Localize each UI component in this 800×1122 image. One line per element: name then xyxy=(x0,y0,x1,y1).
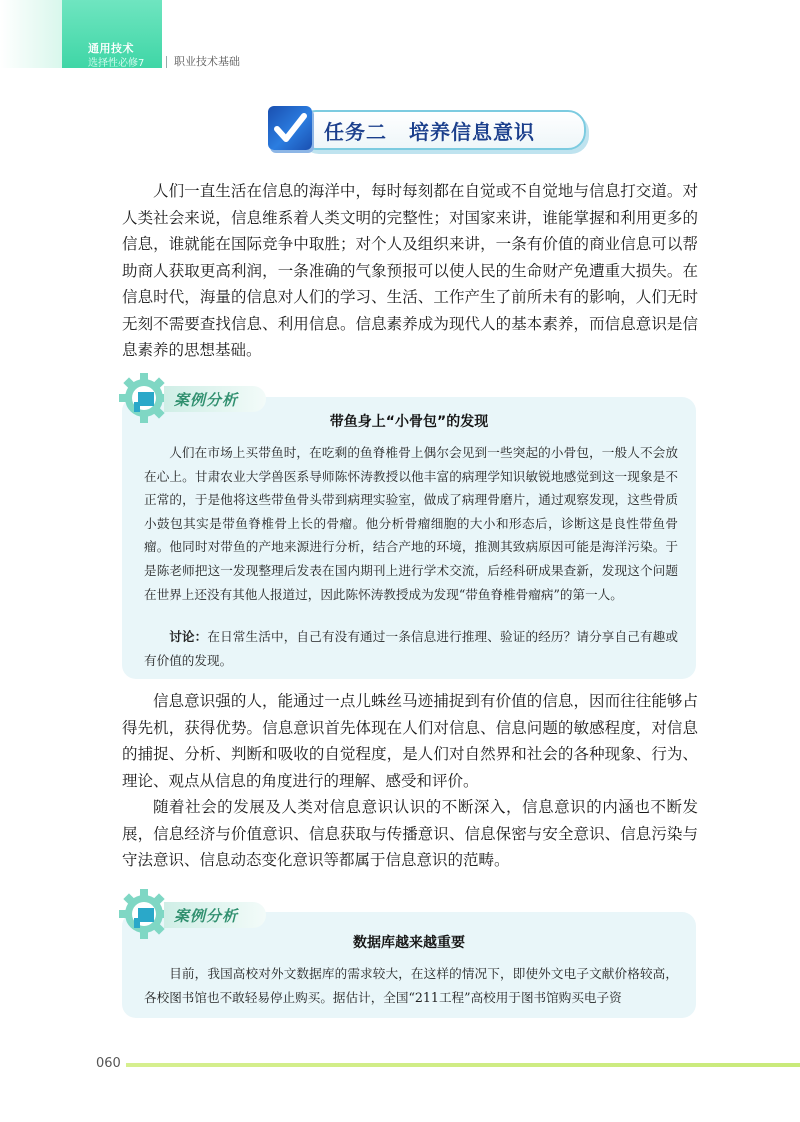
discussion-label: 讨论： xyxy=(169,629,208,644)
case-body: 目前，我国高校对外文数据库的需求较大，在这样的情况下，即使外文电子文献价格较高，各校图书馆也不敢轻易停止购买。据估计，全国“211工程”高校用于图书馆购买电子资 xyxy=(144,966,678,1005)
gear-icon xyxy=(118,372,170,424)
intro-paragraph: 人们一直生活在信息的海洋中，每时每刻都在自觉或不自觉地与信息打交道。对人类社会来说，信息维系着人类文明的完整性；对国家来讲，谁能掌握和利用更多的信息，谁就能在国际竞争中取胜；对个人及组织来讲，一条有价值的商业信息可以帮助商人获取更高利润，一条准确的气象预报可以使人民的生命财产免遭重大损失。在信息时代，海量的信息对人们的学习、生活、工作产生了前所未有的影响，人们无时无刻不需要查找信息、利用信息。信息素养成为现代人的基本素养，而信息意识是信息素养的思想基础。 xyxy=(122,182,698,359)
series-subtitle: 选择性必修7 xyxy=(88,58,145,69)
checkmark-icon xyxy=(268,106,312,150)
header-divider xyxy=(166,56,167,68)
case-badge-label: 案例分析 xyxy=(174,907,239,925)
task-title xyxy=(324,116,535,145)
case-analysis-badge-2 xyxy=(118,888,268,940)
case-discussion xyxy=(144,625,678,672)
case-analysis-badge-1 xyxy=(118,372,268,424)
task-number: 任务二 xyxy=(324,120,387,144)
body-paragraph-2: 信息意识强的人，能通过一点儿蛛丝马迹捕捉到有价值的信息，因而往往能够占得先机，获得优势。信息意识首先体现在人们对信息、信息问题的敏感程度，对信息的捕捉、分析、判断和吸收的自觉程度，是人们对自然界和社会的各种现象、行为、理论、观点从信息的角度进行的理解、感受和评价。 xyxy=(122,692,698,790)
gear-icon xyxy=(118,888,170,940)
page-number: 060 xyxy=(96,1056,121,1071)
header-decoration xyxy=(0,0,62,68)
task-title-banner xyxy=(268,106,586,152)
discussion-text: 在日常生活中，自己有没有通过一条信息进行推理、验证的经历？请分享自己有趣或有价值的发现。 xyxy=(144,629,679,668)
case-title: 带鱼身上“小骨包”的发现 xyxy=(329,414,489,430)
case-body: 人们在市场上买带鱼时，在吃剩的鱼脊椎骨上偶尔会见到一些突起的小骨包，一般人不会放在心上。甘肃农业大学兽医系导师陈怀涛教授以他丰富的病理学知识敏锐地感觉到这一现象是不正常的，于是他将这些带鱼骨头带到病理实验室，做成了病理骨磨片，通过观察发现，这些骨质小鼓包其实是带鱼脊椎骨上长的骨瘤。他分析骨瘤细胞的大小和形态后，诊断这是良性带鱼骨瘤。他同时对带鱼的产地来源进行分析，结合产地的环境，推测其致病原因可能是海洋污染。于是陈老师把这一发现整理后发表在国内期刊上进行学术交流，后经科研成果查新，发现这个问题在世界上还没有其他人报道过，因此陈怀涛教授成为发现“带鱼脊椎骨瘤病”的第一人。 xyxy=(144,445,678,602)
case-badge-tag xyxy=(164,902,266,928)
body-paragraph-3: 随着社会的发展及人类对信息意识认识的不断深入，信息意识的内涵也不断发展，信息经济与价值意识、信息获取与传播意识、信息保密与安全意识、信息污染与守法意识、信息动态变化意识等都属于信息意识的范畴。 xyxy=(122,798,698,869)
case-title: 数据库越来越重要 xyxy=(353,935,465,951)
case-analysis-box-1 xyxy=(122,397,696,679)
case-badge-tag xyxy=(164,386,266,412)
book-title: 职业技术基础 xyxy=(174,55,240,68)
task-name: 培养信息意识 xyxy=(409,120,535,144)
case-badge-label: 案例分析 xyxy=(174,391,239,409)
footer-rule xyxy=(126,1063,800,1067)
series-title: 通用技术 xyxy=(88,42,134,55)
